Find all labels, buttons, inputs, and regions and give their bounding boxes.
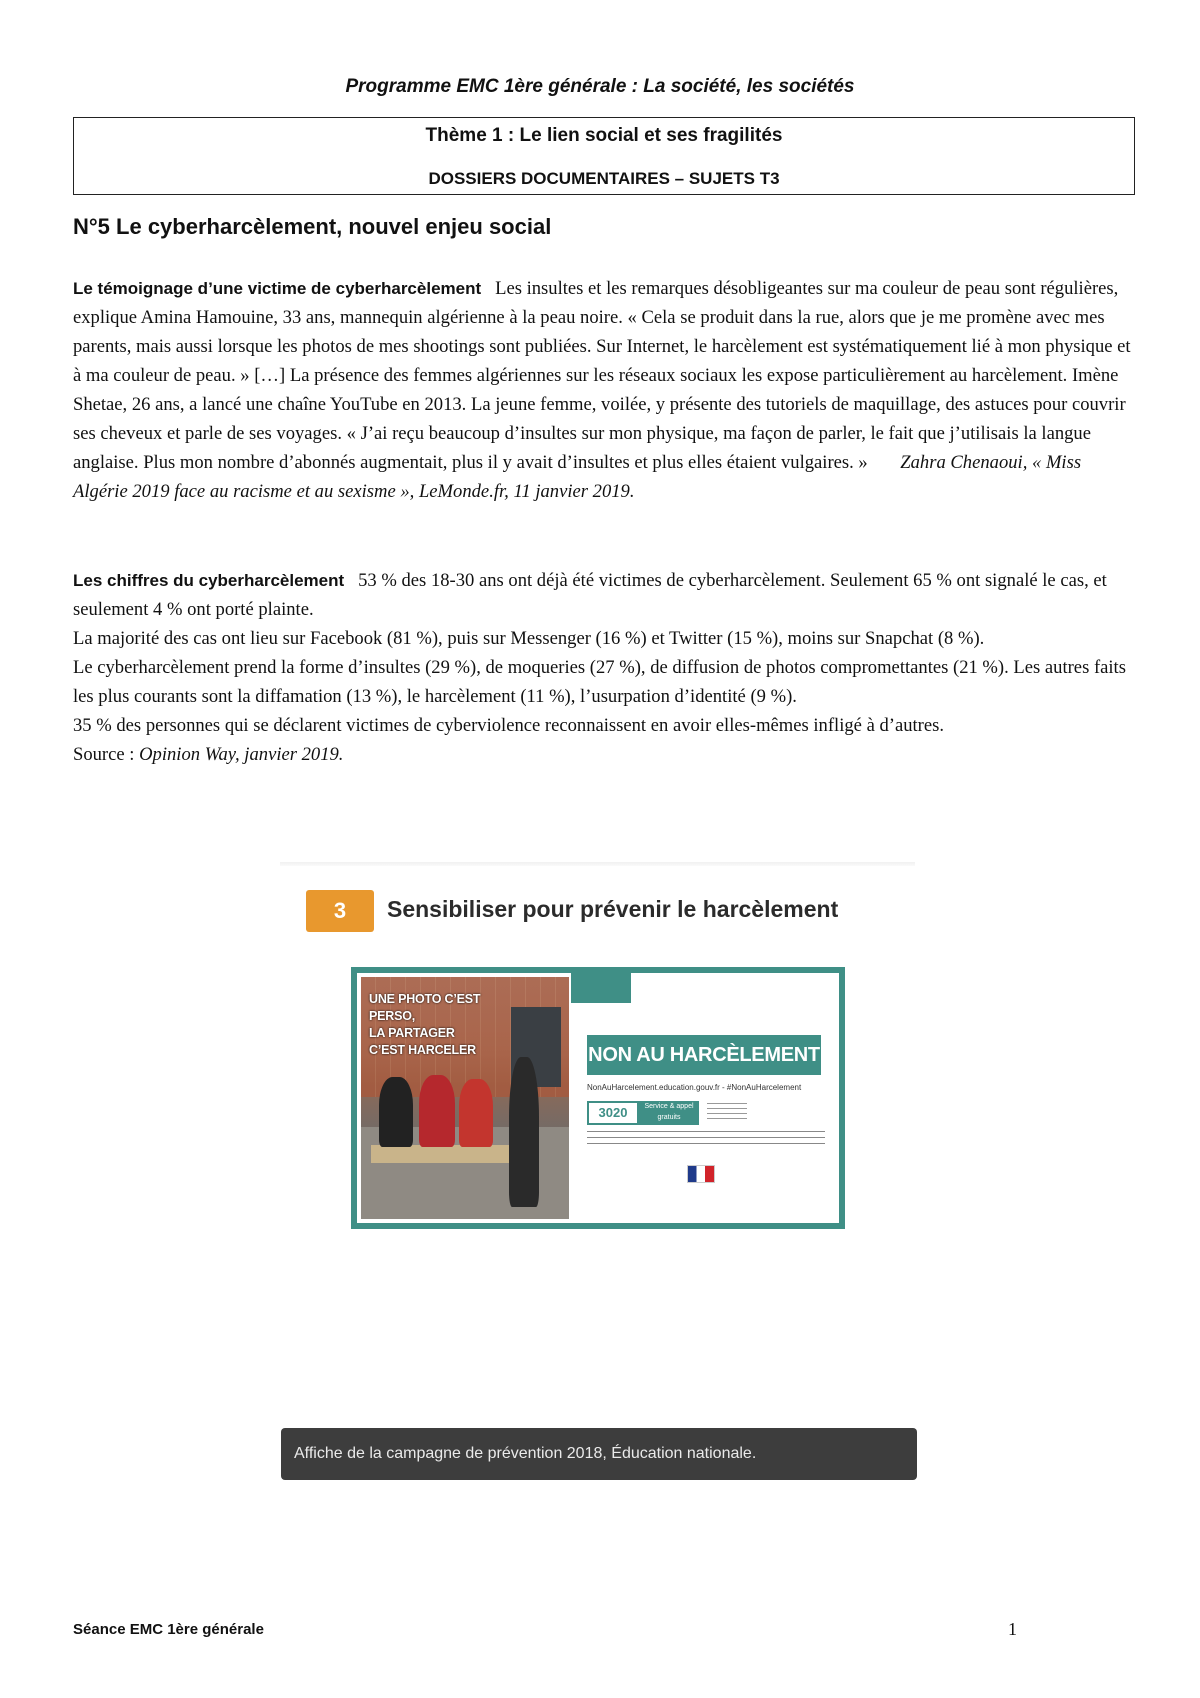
- figures-source: [73, 740, 1135, 769]
- student-figure: [459, 1079, 493, 1147]
- figures-line-3: Le cyberharcèlement prend la forme d’insultes (29 %), de moqueries (27 %), de diffusion de photos compromettantes (21 %). Les autres faits les plus courants sont la diffamation (13 %), le harcèlement (11 %), l’usurpation d’identité (9 %).: [73, 657, 1126, 707]
- bench: [371, 1145, 531, 1163]
- poster-photo: [361, 977, 569, 1219]
- slogan-line-3: C’EST HARCELER: [369, 1043, 476, 1057]
- student-figure: [419, 1075, 455, 1147]
- figures-paragraph: [73, 566, 1135, 769]
- figures-line-4: 35 % des personnes qui se déclarent victimes de cyberviolence reconnaissent en avoir elles-mêmes infligé à d’autres.: [73, 715, 945, 736]
- testimony-lead: Le témoignage d’une victime de cyberharcèlement: [73, 279, 482, 298]
- poster-banner: NON AU HARCÈLEMENT: [587, 1035, 821, 1075]
- testimony-text: Les insultes et les remarques désobligeantes sur ma couleur de peau sont régulières, explique Amina Hamouine, 33 ans, mannequin algérienne à la peau noire. « Cela se produit dans la rue, alors que je me promène avec mes parents, mais aussi lorsque les photos de mes shootings sont publiées. Sur Internet, le harcèlement est systématiquement lié à mon physique et à ma couleur de peau. » […] La présence des femmes algériennes sur les réseaux sociaux les expose particulièrement au harcèlement. Imène Shetae, 26 ans, a lancé une chaîne YouTube en 2013. La jeune femme, voilée, y présente des tutoriels de maquillage, des astuces pour couvrir ses cheveux et parle de ses voyages. « J’ai reçu beaucoup d’insultes sur mon physique, ma façon de parler, le fait que j’utilisais la langue anglaise. Plus mon nombre d’abonnés augmentait, plus il y avait d’insultes et plus elles étaient vulgaires. »: [73, 278, 1131, 473]
- student-figure: [379, 1077, 413, 1147]
- source-label: Source :: [73, 744, 135, 765]
- legal-text-lines: [587, 1131, 825, 1149]
- theme-box: [73, 117, 1135, 195]
- campaign-poster: [351, 967, 845, 1229]
- service-label: Service & appel gratuits: [639, 1101, 699, 1125]
- source-text: Opinion Way, janvier 2019.: [139, 744, 344, 765]
- section-title: N°5 Le cyberharcèlement, nouvel enjeu social: [73, 214, 552, 239]
- poster-caption: Affiche de la campagne de prévention 2018, Éducation nationale.: [281, 1428, 917, 1480]
- footer-label: Séance EMC 1ère générale: [73, 1621, 264, 1638]
- dossier-title: DOSSIERS DOCUMENTAIRES – SUJETS T3: [428, 169, 780, 188]
- poster-info-panel: [571, 977, 835, 1219]
- figures-lead: Les chiffres du cyberharcèlement: [73, 571, 345, 590]
- helpline-number: 3020: [587, 1101, 639, 1125]
- figures-line-2: La majorité des cas ont lieu sur Facebook (81 %), puis sur Messenger (16 %) et Twitter (15 %), moins sur Snapchat (8 %).: [73, 628, 985, 649]
- testimony-citation: Zahra Chenaoui, « Miss Algérie 2019 face au racisme et au sexisme », LeMonde.fr, 11 janvier 2019.: [73, 452, 1082, 502]
- slogan-line-2: LA PARTAGER: [369, 1026, 455, 1040]
- small-print: [707, 1103, 747, 1121]
- program-title: Programme EMC 1ère générale : La société, les sociétés: [345, 76, 855, 97]
- poster-url-line: NonAuHarcelement.education.gouv.fr - #NonAuHarcelement: [587, 1083, 802, 1092]
- poster-card-title: Sensibiliser pour prévenir le harcèlement: [387, 896, 839, 922]
- poster-slogan: [369, 991, 519, 1059]
- slogan-line-1: UNE PHOTO C’EST PERSO,: [369, 992, 481, 1023]
- card-top-divider: [280, 862, 915, 866]
- figures-line-1: [73, 566, 1135, 624]
- page-number: 1: [1008, 1619, 1017, 1639]
- testimony-paragraph: [73, 274, 1135, 506]
- figures-text-1: 53 % des 18-30 ans ont déjà été victimes de cyberharcèlement. Seulement 65 % ont signalé le cas, et seulement 4 % ont porté plainte.: [73, 570, 1107, 620]
- student-figure-standing: [509, 1057, 539, 1207]
- document-number-badge: 3: [306, 890, 374, 932]
- theme-title: Thème 1 : Le lien social et ses fragilités: [425, 125, 783, 146]
- french-republic-logo-icon: [687, 1165, 715, 1183]
